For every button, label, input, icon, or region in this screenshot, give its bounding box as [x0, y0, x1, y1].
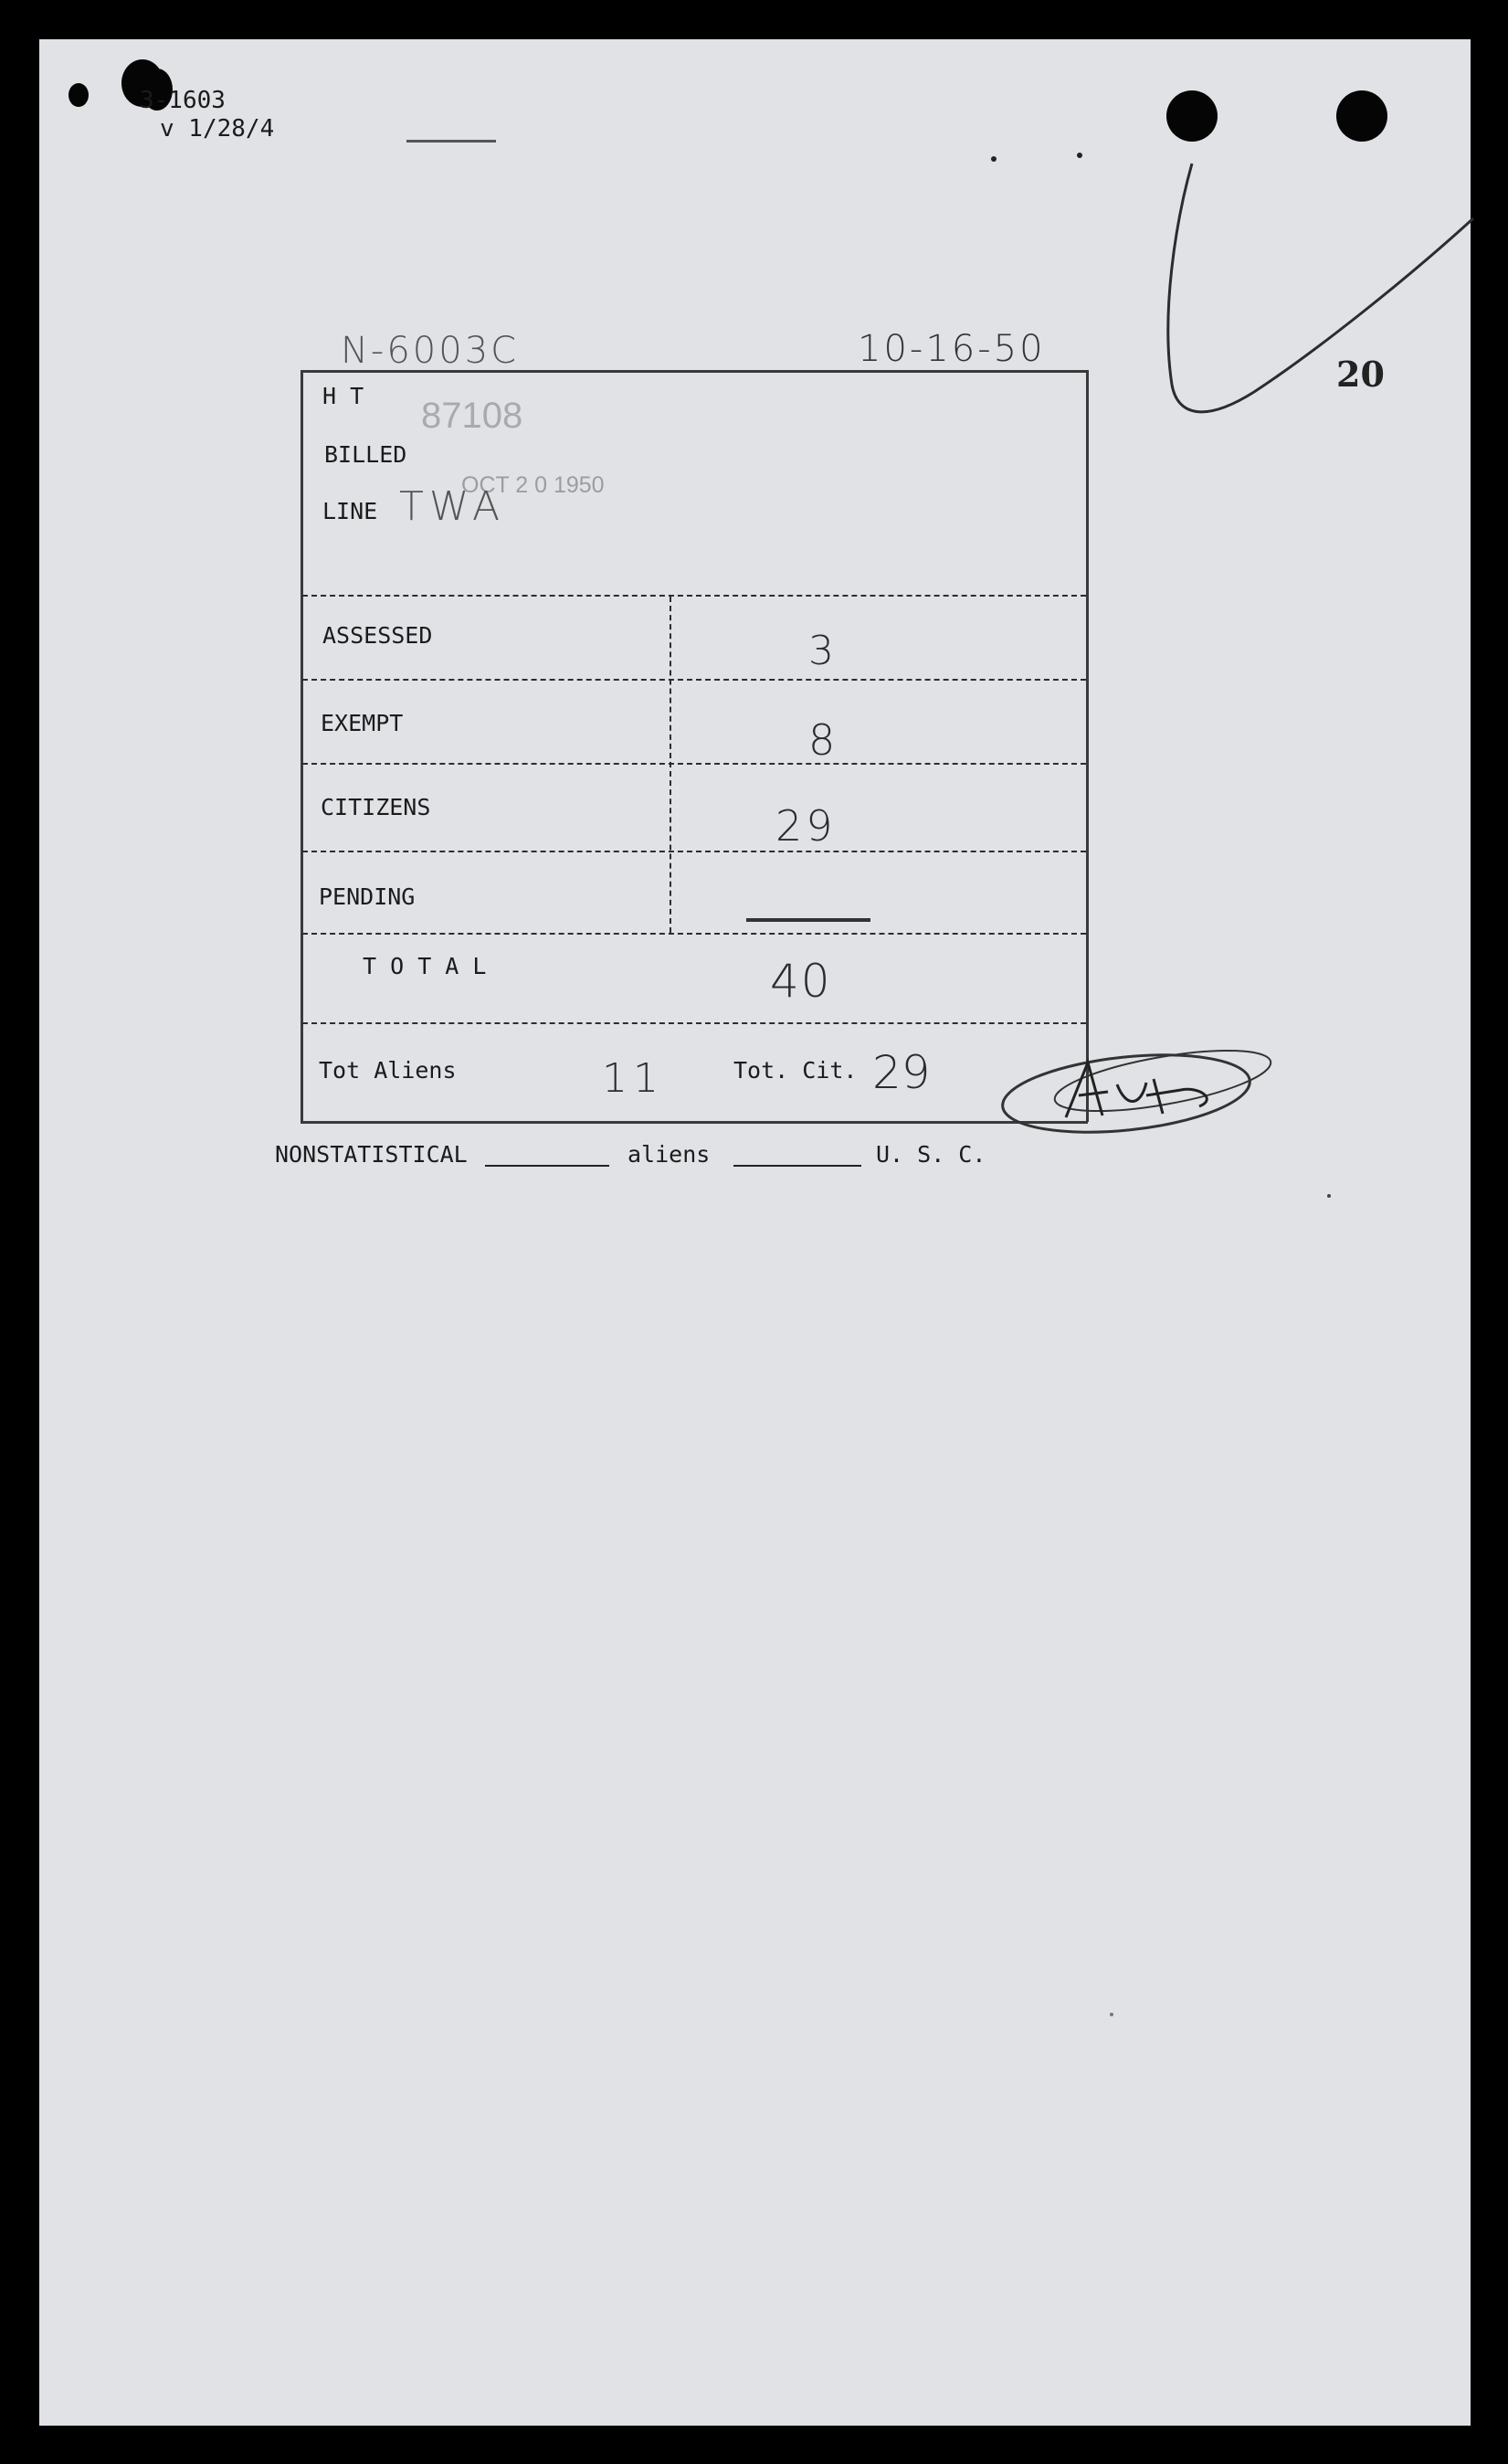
nonstatistical-label: NONSTATISTICAL	[275, 1141, 468, 1168]
punch-hole-right-1	[1166, 90, 1218, 142]
stray-dot	[1327, 1194, 1331, 1198]
document-sheet	[39, 39, 1471, 2426]
form-number: 3-1603	[140, 87, 226, 114]
nonstatistical-blank	[485, 1165, 609, 1167]
box-top-border	[301, 370, 1086, 373]
row-divider	[302, 933, 1086, 935]
row-divider	[302, 851, 1086, 852]
tot-aliens-label: Tot Aliens	[319, 1057, 457, 1084]
stray-dot	[1110, 2013, 1113, 2016]
row-divider	[302, 1022, 1086, 1024]
column-divider	[670, 597, 671, 933]
row-divider	[302, 679, 1086, 681]
usc-label: U. S. C.	[876, 1141, 986, 1168]
ht-number-stamp: 87108	[421, 396, 523, 436]
total-value: 40	[770, 955, 832, 1008]
billed-label: BILLED	[324, 441, 407, 468]
manifest-number: N-6003C	[341, 330, 520, 372]
punch-hole-small	[69, 83, 89, 107]
usc-blank	[733, 1165, 861, 1167]
row-value-exempt: 8	[808, 715, 836, 765]
initials-signature	[989, 1008, 1318, 1145]
total-label: T O T A L	[363, 953, 487, 979]
box-bottom-border	[301, 1121, 1088, 1124]
tot-aliens-value: 11	[602, 1055, 664, 1102]
ht-label: H T	[322, 383, 364, 409]
row-label-citizens: CITIZENS	[321, 794, 431, 820]
manifest-date: 10-16-50	[858, 328, 1046, 370]
tot-cit-value: 29	[872, 1046, 931, 1099]
row-label-pending: PENDING	[319, 883, 416, 910]
tot-cit-label: Tot. Cit.	[733, 1057, 858, 1084]
row-label-assessed: ASSESSED	[322, 622, 433, 649]
line-value: TWA	[399, 483, 506, 530]
row-label-exempt: EXEMPT	[321, 710, 404, 736]
box-left-border	[301, 370, 303, 1122]
row-value-citizens: 29	[775, 801, 837, 851]
check-mark-icon	[1144, 158, 1492, 441]
row-value-assessed: 3	[808, 628, 834, 674]
page-number: 20	[1336, 354, 1385, 395]
punch-hole-right-2	[1336, 90, 1387, 142]
line-label: LINE	[322, 498, 378, 524]
aliens-label: aliens	[627, 1141, 711, 1168]
billed-date-stamp: OCT 2 0 1950	[461, 472, 605, 498]
stray-mark	[406, 140, 496, 143]
pending-dash	[746, 918, 870, 922]
stray-dot	[1077, 153, 1082, 158]
form-revision: v 1/28/4	[160, 115, 275, 143]
row-divider	[302, 763, 1086, 765]
row-divider	[302, 595, 1086, 597]
stray-dot	[991, 156, 997, 162]
